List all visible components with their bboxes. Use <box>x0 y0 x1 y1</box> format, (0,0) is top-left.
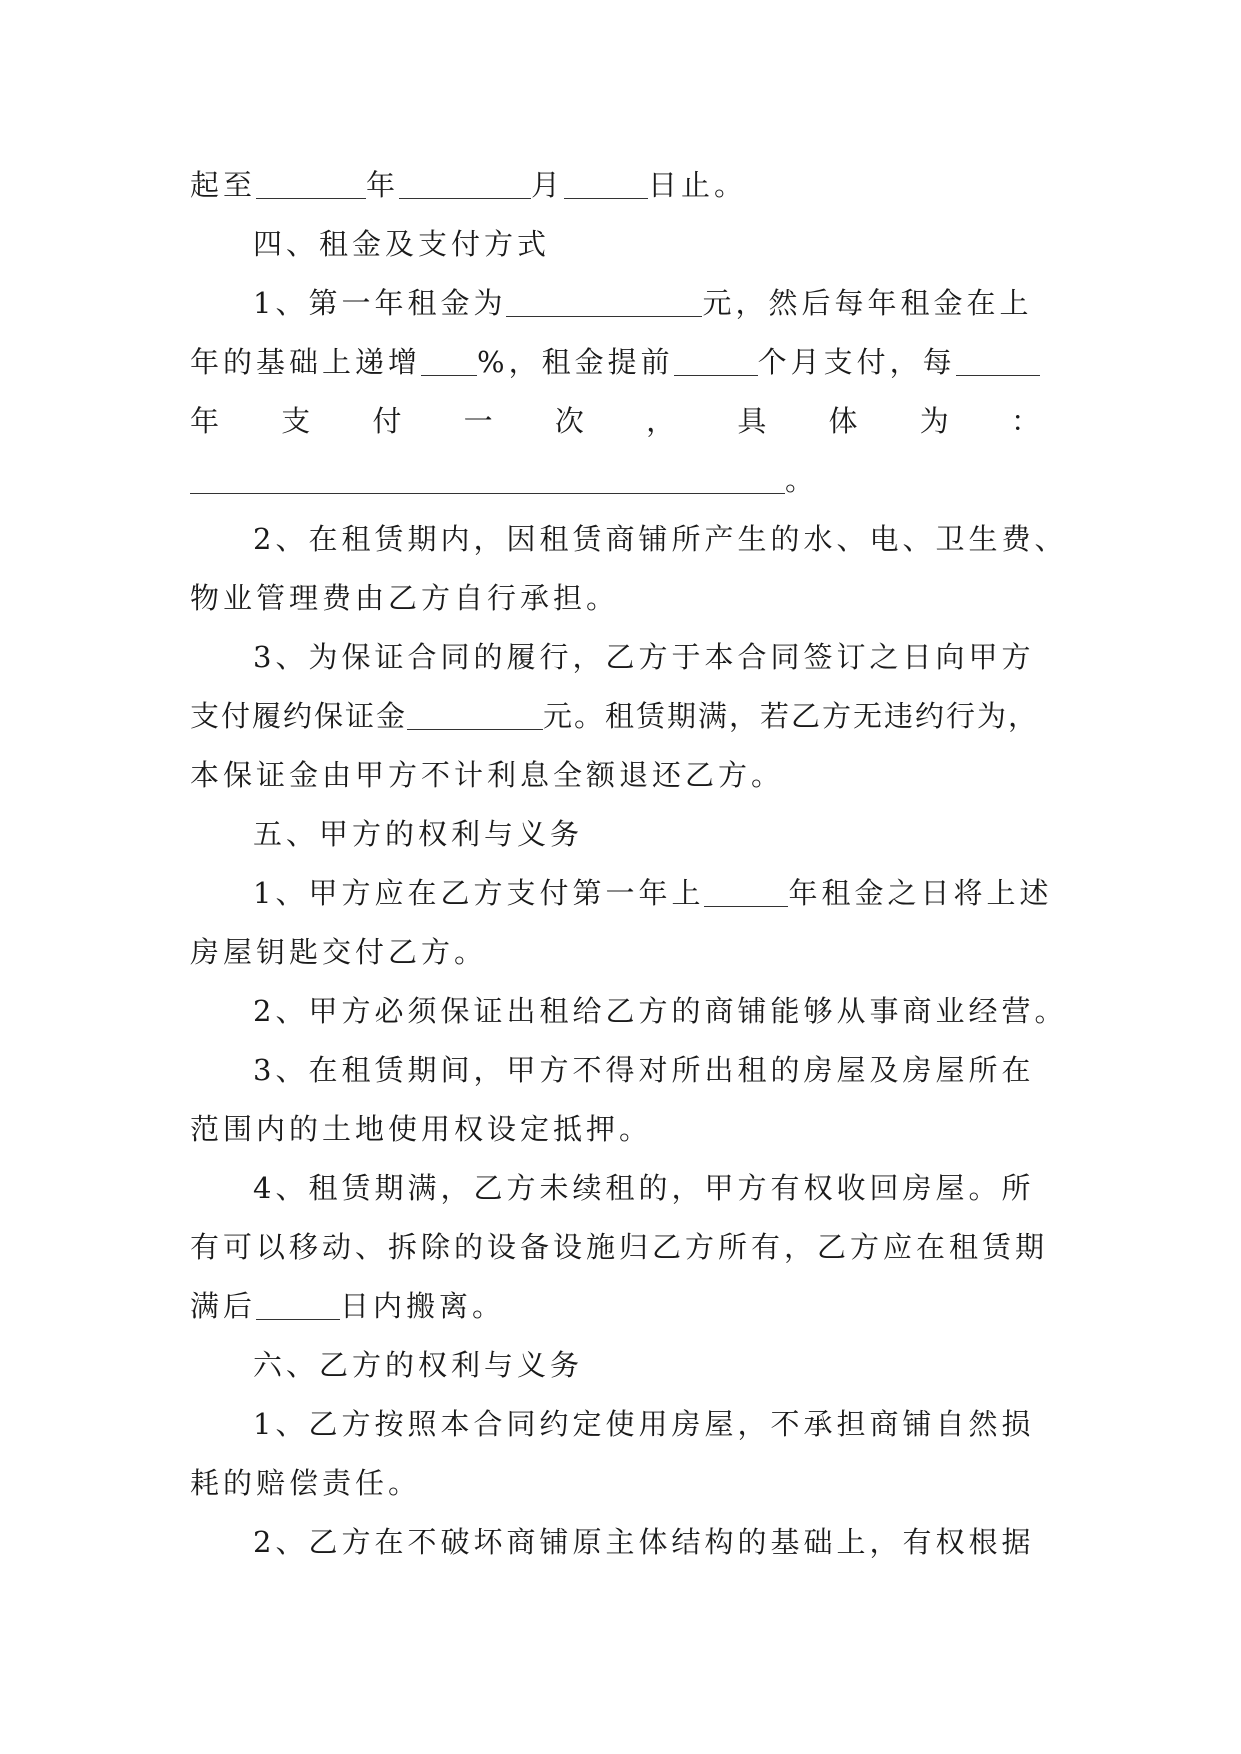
text-line: 物业管理费由乙方自行承担。 <box>190 581 620 615</box>
text-line: 范围内的土地使用权设定抵押。 <box>190 1112 653 1146</box>
blank-deposit-amount <box>407 699 543 730</box>
blank-payment-details <box>190 463 785 494</box>
text-line: 本保证金由甲方不计利息全额退还乙方。 <box>190 758 785 792</box>
blank-year <box>256 168 366 199</box>
text-line: 满后 日内搬离。 <box>190 1289 506 1323</box>
blank-rent-years <box>704 876 788 907</box>
text-line: 2、乙方在不破坏商铺原主体结构的基础上，有权根据 <box>253 1525 1035 1559</box>
text-line: 房屋钥匙交付乙方。 <box>190 935 488 969</box>
text-line: 年的基础上递增 %，租金提前 个月支付，每 <box>190 340 1060 384</box>
text-line: 1、乙方按照本合同约定使用房屋，不承担商铺自然损 <box>253 1407 1035 1441</box>
text-line: 有可以移动、拆除的设备设施归乙方所有，乙方应在租赁期 <box>190 1230 1049 1264</box>
blank-move-out-days <box>256 1289 340 1320</box>
text-line: 支付履约保证金 元。租赁期满，若乙方无违约行为， <box>190 699 1040 733</box>
text-line: 3、在租赁期间，甲方不得对所出租的房屋及房屋所在 <box>253 1053 1035 1087</box>
blank-advance-months <box>674 345 758 376</box>
blank-month <box>399 168 531 199</box>
blank-pay-interval <box>956 345 1040 376</box>
blank-increase-percent <box>421 345 477 376</box>
text-line-end-date: 起至 年 月 日止。 <box>190 168 748 202</box>
text-line: 2、甲方必须保证出租给乙方的商铺能够从事商业经营。 <box>253 994 1068 1028</box>
text-line: 。 <box>190 458 1060 502</box>
text-line-justified: 年 支 付 一 次 ， 具 体 为 ： <box>190 404 1040 438</box>
text-line: 耗的赔偿责任。 <box>190 1466 422 1500</box>
section-heading-party-a: 五、甲方的权利与义务 <box>253 817 584 851</box>
text-line: 2、在租赁期内，因租赁商铺所产生的水、电、卫生费、 <box>253 522 1068 556</box>
text-line: 4、租赁期满，乙方未续租的，甲方有权收回房屋。所 <box>253 1171 1035 1205</box>
blank-day <box>564 168 648 199</box>
text-line: 3、为保证合同的履行，乙方于本合同签订之日向甲方 <box>253 640 1035 674</box>
text-line: 1、第一年租金为 元，然后每年租金在上 <box>253 286 1033 320</box>
section-heading-party-b: 六、乙方的权利与义务 <box>253 1348 584 1382</box>
section-heading-rent: 四、租金及支付方式 <box>253 227 551 261</box>
blank-first-year-rent <box>506 286 702 317</box>
text-line: 1、甲方应在乙方支付第一年上 年租金之日将上述 <box>253 876 1053 910</box>
